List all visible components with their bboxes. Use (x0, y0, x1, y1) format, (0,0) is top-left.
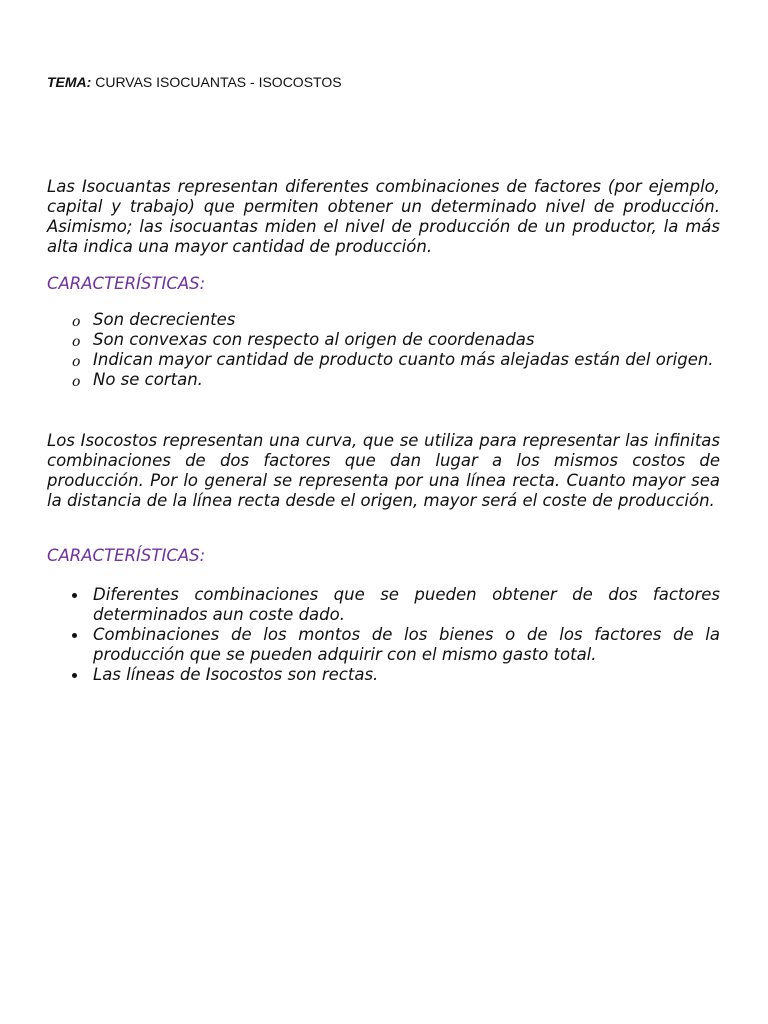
list-item (0, 585, 720, 625)
list-item (0, 330, 720, 350)
list-item (0, 665, 720, 685)
bullet-icon (0, 665, 93, 685)
list-item-text: Combinaciones de los montos de los bienes o de los factores de la producción que se pueden adquirir con el mismo gasto total. (93, 625, 720, 664)
list-item-text: Indican mayor cantidad de producto cuanto más alejadas están del origen. (93, 350, 714, 369)
list-item (0, 350, 720, 370)
isocuantas-characteristics-heading: CARACTERÍSTICAS: (47, 274, 206, 293)
document-title (47, 74, 342, 90)
list-marker-o: o (72, 354, 81, 370)
list-item (0, 625, 720, 665)
list-marker-o: o (72, 314, 81, 330)
list-item (0, 370, 720, 390)
title-text: CURVAS ISOCUANTAS - ISOCOSTOS (91, 74, 342, 90)
isocostos-characteristics-heading: CARACTERÍSTICAS: (47, 546, 206, 565)
list-item-text: Son decrecientes (93, 310, 236, 329)
list-item-text: Las líneas de Isocostos son rectas. (93, 665, 379, 684)
isocuantas-paragraph: Las Isocuantas representan diferentes combinaciones de factores (por ejemplo, capital y trabajo) que permiten obtener un determinado nivel de producción. Asimismo; las isocuantas miden el nivel de producción de un productor, la más alta indica una mayor cantidad de producción. (47, 177, 720, 256)
bullet-icon (0, 585, 93, 605)
list-item (0, 310, 720, 330)
list-marker-o: o (72, 374, 81, 390)
list-item-text: No se cortan. (93, 370, 203, 389)
list-item-text: Diferentes combinaciones que se pueden obtener de dos factores determinados aun coste dado. (93, 585, 720, 624)
title-label: TEMA: (47, 74, 92, 90)
list-marker-o: o (72, 334, 81, 350)
isocostos-characteristics-list (0, 585, 768, 685)
list-item-text: Son convexas con respecto al origen de coordenadas (93, 330, 535, 349)
isocuantas-characteristics-list (0, 310, 768, 390)
bullet-icon (0, 625, 93, 645)
isocostos-paragraph: Los Isocostos representan una curva, que se utiliza para representar las infinitas combinaciones de dos factores que dan lugar a los mismos costos de producción. Por lo general se representa por una línea recta. Cuanto mayor sea la distancia de la línea recta desde el origen, mayor será el coste de producción. (47, 431, 720, 510)
